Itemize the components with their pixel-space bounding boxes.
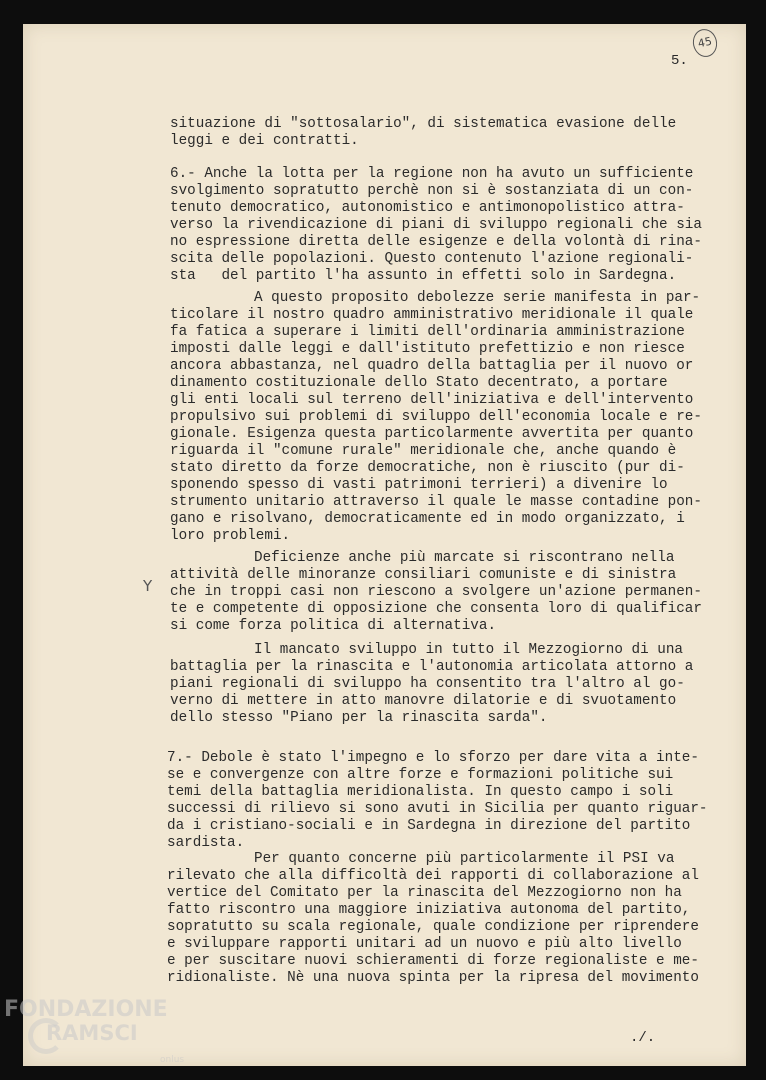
text-line: imposti dalle leggi e dall'istituto prefettizio e non riesce xyxy=(170,341,685,357)
text-line: gano e risolvano, democraticamente ed in modo organizzato, i xyxy=(170,511,685,527)
text-line: Deficienze anche più marcate si riscontrano nella xyxy=(254,550,675,566)
text-line: ticolare il nostro quadro amministrativo meridionale il quale xyxy=(170,307,694,323)
watermark-onlus: onlus xyxy=(160,1055,185,1065)
text-line: tenuto democratico, autonomistico e antimonopolistico attra- xyxy=(170,200,685,216)
text-line: stato diretto da forze democratiche, non è riuscito (pur di- xyxy=(170,460,685,476)
text-line: rilevato che alla difficoltà dei rapporti di collaborazione al xyxy=(167,868,699,884)
text-line: Il mancato sviluppo in tutto il Mezzogiorno di una xyxy=(254,642,683,658)
text-line: strumento unitario attraverso il quale le masse contadine pon- xyxy=(170,494,702,510)
text-line: ancora abbastanza, nel quadro della battaglia per il nuovo or xyxy=(170,358,694,374)
text-line: da i cristiano-sociali e in Sardegna in direzione del partito xyxy=(167,818,691,834)
text-line: scita delle popolazioni. Questo contenuto l'azione regionali- xyxy=(170,251,694,267)
text-line: dinamento costituzionale dello Stato decentrato, a portare xyxy=(170,375,668,391)
text-line: temi della battaglia meridionalista. In questo campo i soli xyxy=(167,784,674,800)
text-line: che in troppi casi non riescono a svolgere un'azione permanen- xyxy=(170,584,702,600)
continuation-mark: ./. xyxy=(630,1030,656,1046)
text-line: riguarda il "comune rurale" meridionale che, anche quando è xyxy=(170,443,677,459)
text-line: A questo proposito debolezze serie manifesta in par- xyxy=(254,290,701,306)
text-line: piani regionali di sviluppo ha consentito tra l'altro al go- xyxy=(170,676,685,692)
text-line: fatto riscontro una maggiore iniziativa autonoma del partito, xyxy=(167,902,691,918)
text-line: 6.- Anche la lotta per la regione non ha avuto un sufficiente xyxy=(170,166,694,182)
text-line: leggi e dei contratti. xyxy=(170,133,359,149)
text-line: situazione di "sottosalario", di sistematica evasione delle xyxy=(170,116,677,132)
archive-stamp: 45 xyxy=(690,27,719,59)
text-line: gionale. Esigenza questa particolarmente avvertita per quanto xyxy=(170,426,694,442)
text-line: sta del partito l'ha assunto in effetti solo in Sardegna. xyxy=(170,268,677,284)
text-line: te e competente di opposizione che consenta loro di qualificar xyxy=(170,601,702,617)
text-line: se e convergenze con altre forze e formazioni politiche sui xyxy=(167,767,674,783)
text-line: battaglia per la rinascita e l'autonomia articolata attorno a xyxy=(170,659,694,675)
text-line: ridionaliste. Nè una nuova spinta per la ripresa del movimento xyxy=(167,970,699,986)
text-line: propulsivo sui problemi di sviluppo dell'economia locale e re- xyxy=(170,409,702,425)
text-line: sardista. xyxy=(167,835,245,851)
text-line: no espressione diretta delle esigenze e della volontà di rina- xyxy=(170,234,702,250)
page-number: 5. xyxy=(671,53,688,69)
text-line: verso la rivendicazione di piani di sviluppo regionali che sia xyxy=(170,217,702,233)
margin-mark: Y xyxy=(143,577,153,595)
text-line: e sviluppare rapporti unitari ad un nuovo e più alto livello xyxy=(167,936,682,952)
text-line: attività delle minoranze consiliari comuniste e di sinistra xyxy=(170,567,677,583)
text-line: successi di rilievo si sono avuti in Sicilia per quanto riguar- xyxy=(167,801,708,817)
text-line: svolgimento sopratutto perchè non si è sostanziata di un con- xyxy=(170,183,694,199)
text-line: e per suscitare nuovi schieramenti di forze regionaliste e me- xyxy=(167,953,699,969)
text-line: fa fatica a superare i limiti dell'ordinaria amministrazione xyxy=(170,324,685,340)
text-line: verno di mettere in atto manovre dilatorie e di svuotamento xyxy=(170,693,677,709)
text-line: loro problemi. xyxy=(170,528,291,544)
text-line: gli enti locali sul terreno dell'iniziativa e dell'intervento xyxy=(170,392,694,408)
text-line: si come forza politica di alternativa. xyxy=(170,618,497,634)
text-line: sponendo spesso di vasti patrimoni terrieri) a divenire lo xyxy=(170,477,668,493)
watermark-title: FONDAZIONE xyxy=(4,997,168,1022)
text-line: dello stesso "Piano per la rinascita sarda". xyxy=(170,710,548,726)
text-line: vertice del Comitato per la rinascita del Mezzogiorno non ha xyxy=(167,885,682,901)
text-line: sopratutto su scala regionale, quale condizione per riprendere xyxy=(167,919,699,935)
watermark-subtitle: RAMSCI xyxy=(46,1021,138,1045)
text-line: 7.- Debole è stato l'impegno e lo sforzo per dare vita a inte- xyxy=(167,750,699,766)
text-line: Per quanto concerne più particolarmente il PSI va xyxy=(254,851,675,867)
